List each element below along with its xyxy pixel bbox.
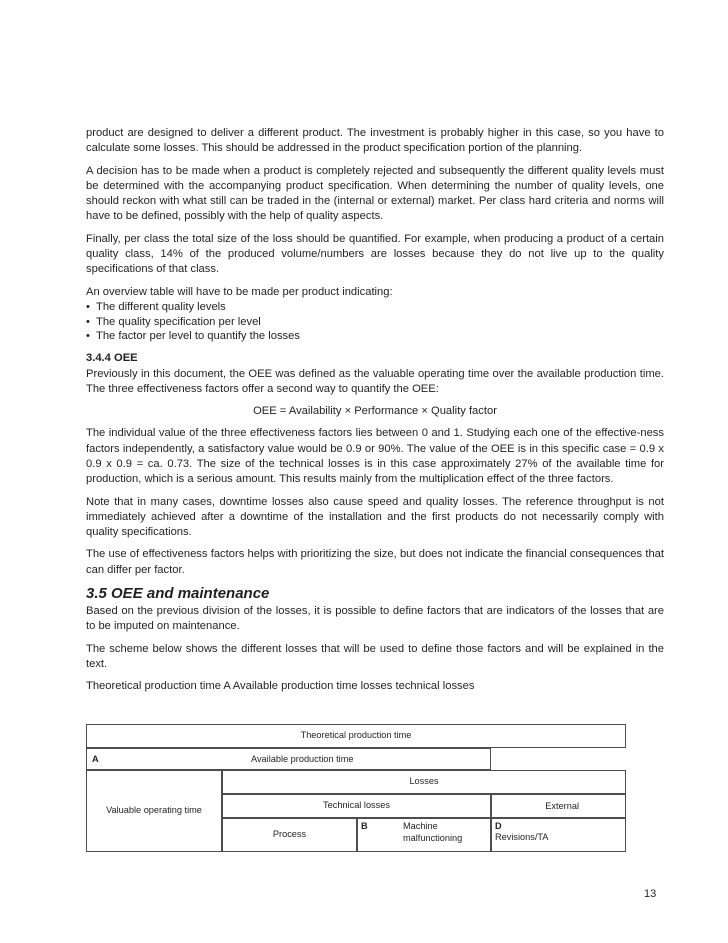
- theoretical-production-time-cell: [86, 724, 626, 748]
- paragraph: An overview table will have to be made per product indicating:: [86, 285, 393, 298]
- valuable-operating-time-cell: [86, 770, 222, 852]
- machine-malfunctioning-cell: [357, 818, 491, 852]
- losses-scheme: [86, 724, 626, 852]
- revisions-cell: [491, 818, 626, 852]
- paragraph: Theoretical production time A Available production time losses technical losses: [86, 680, 475, 693]
- losses-cell: [222, 770, 626, 794]
- section-heading: 3.4.4 OEE: [86, 351, 138, 364]
- paragraph: A decision has to be made when a product is completely rejected and subsequently the different quality levels must be determined with the accompanying product specification. When determining the number of quality levels, one should reckon with what still can be traded in the (internal or external) market. Per class hard criteria and norms will have to be defined, possibly with the help of quality aspects.: [86, 164, 664, 223]
- available-production-time-label: Available production time: [251, 754, 354, 764]
- bullet-list: [86, 300, 664, 344]
- list-item: • The quality specification per level: [86, 315, 664, 330]
- list-item: • The different quality levels: [86, 300, 664, 315]
- a-label: A: [92, 754, 99, 764]
- external-label: External: [545, 801, 579, 811]
- process-cell: [222, 818, 357, 852]
- theoretical-production-time-label: Theoretical production time: [300, 730, 412, 741]
- paragraph: product are designed to deliver a different product. The investment is probably higher in this case, so you have to calculate some losses. This should be addressed in the product specification portion of the planning.: [86, 127, 664, 155]
- machine-malfunctioning-label: Machine malfunctioning: [403, 821, 463, 843]
- available-production-time-cell: [86, 748, 491, 770]
- oee-formula: OEE = Availability × Performance × Quality factor: [253, 405, 497, 418]
- valuable-operating-time-label: Valuable operating time: [106, 805, 202, 816]
- paragraph: The use of effectiveness factors helps with prioritizing the size, but does not indicate the financial consequences that can differ per factor.: [86, 548, 664, 576]
- document-body: [86, 126, 664, 702]
- b-label: B: [361, 821, 368, 831]
- paragraph: Note that in many cases, downtime losses also cause speed and quality losses. The reference throughput is not immediately achieved after a downtime of the installation and the first products do not necessarily comply with quality specifications.: [86, 495, 664, 539]
- process-label: Process: [272, 829, 307, 840]
- technical-losses-label: Technical losses: [323, 800, 390, 811]
- paragraph: The scheme below shows the different losses that will be used to define those factors and will be explained in the text.: [86, 642, 664, 670]
- paragraph: Finally, per class the total size of the loss should be quantified. For example, when producing a product of a certain quality class, 14% of the produced volume/numbers are losses because they do not live up to the quality specifications of that class.: [86, 232, 664, 276]
- external-cell: [491, 794, 626, 818]
- list-item: • The factor per level to quantify the losses: [86, 329, 664, 344]
- d-label: D: [495, 821, 502, 831]
- revisions-label: Revisions/TA: [495, 832, 549, 842]
- paragraph: Based on the previous division of the losses, it is possible to define factors that are indicators of the losses that are to be imputed on maintenance.: [86, 605, 664, 633]
- page-number: 13: [644, 888, 657, 900]
- paragraph: The individual value of the three effectiveness factors lies between 0 and 1. Studying each one of the effective-ness factors independently, a satisfactory value would be 0.9 or 90%. The value of the OEE is in this specific case = 0.9 x 0.9 x 0.9 = ca. 0.73. The size of the technical losses is in this case approximately 27% of the available time for production, which is a serious amount. This results mainly from the multiplication effect of the three factors.: [86, 427, 664, 486]
- paragraph: Previously in this document, the OEE was defined as the valuable operating time over the available production time. The three effectiveness factors offer a second way to quantify the OEE:: [86, 367, 664, 396]
- section-heading: 3.5 OEE and maintenance: [86, 585, 270, 603]
- losses-label: Losses: [409, 776, 439, 787]
- technical-losses-cell: [222, 794, 491, 818]
